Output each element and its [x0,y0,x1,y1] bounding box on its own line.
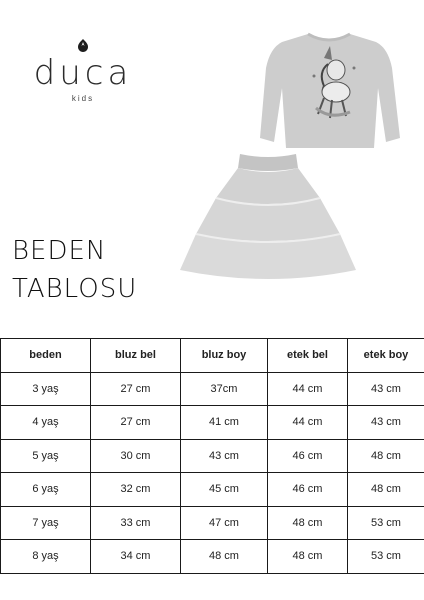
table-cell: 44 cm [268,406,348,440]
page-title [12,232,137,308]
skirt-image [180,150,356,284]
table-cell: 48 cm [268,540,348,574]
table-row [1,439,424,473]
table-row [1,540,424,574]
table-cell: 53 cm [348,540,424,574]
header-etek-boy: etek boy [348,339,424,373]
table-cell: 43 cm [348,406,424,440]
table-cell: 46 cm [268,439,348,473]
table-cell: 43 cm [348,372,424,406]
table-cell: 3 yaş [1,372,91,406]
table-cell: 45 cm [181,473,268,507]
table-cell: 46 cm [268,473,348,507]
table-header-row [1,339,424,373]
table-cell: 7 yaş [1,506,91,540]
table-cell: 27 cm [91,406,181,440]
table-row [1,372,424,406]
table-row [1,473,424,507]
table-cell: 48 cm [348,473,424,507]
table-row [1,406,424,440]
table-cell: 44 cm [268,372,348,406]
header-bluz-boy: bluz boy [181,339,268,373]
table-row [1,506,424,540]
tulip-icon [73,38,93,54]
header-bluz-bel: bluz bel [91,339,181,373]
table-cell: 48 cm [181,540,268,574]
table-cell: 53 cm [348,506,424,540]
table-cell: 30 cm [91,439,181,473]
table-cell: 33 cm [91,506,181,540]
header-beden: beden [1,339,91,373]
brand-logo [28,38,138,103]
header-etek-bel: etek bel [268,339,348,373]
table-cell: 48 cm [268,506,348,540]
table-cell: 27 cm [91,372,181,406]
table-cell: 32 cm [91,473,181,507]
brand-name: duca [33,53,133,93]
table-cell: 5 yaş [1,439,91,473]
title-line-1: BEDEN [12,236,107,266]
blouse-image [258,28,400,152]
table-cell: 47 cm [181,506,268,540]
title-line-2: TABLOSU [12,274,138,304]
table-cell: 43 cm [181,439,268,473]
table-cell: 4 yaş [1,406,91,440]
table-cell: 37cm [181,372,268,406]
table-cell: 34 cm [91,540,181,574]
brand-subtitle: kids [71,94,95,103]
table-cell: 6 yaş [1,473,91,507]
table-cell: 41 cm [181,406,268,440]
table-cell: 8 yaş [1,540,91,574]
table-cell: 48 cm [348,439,424,473]
size-table [0,338,424,574]
